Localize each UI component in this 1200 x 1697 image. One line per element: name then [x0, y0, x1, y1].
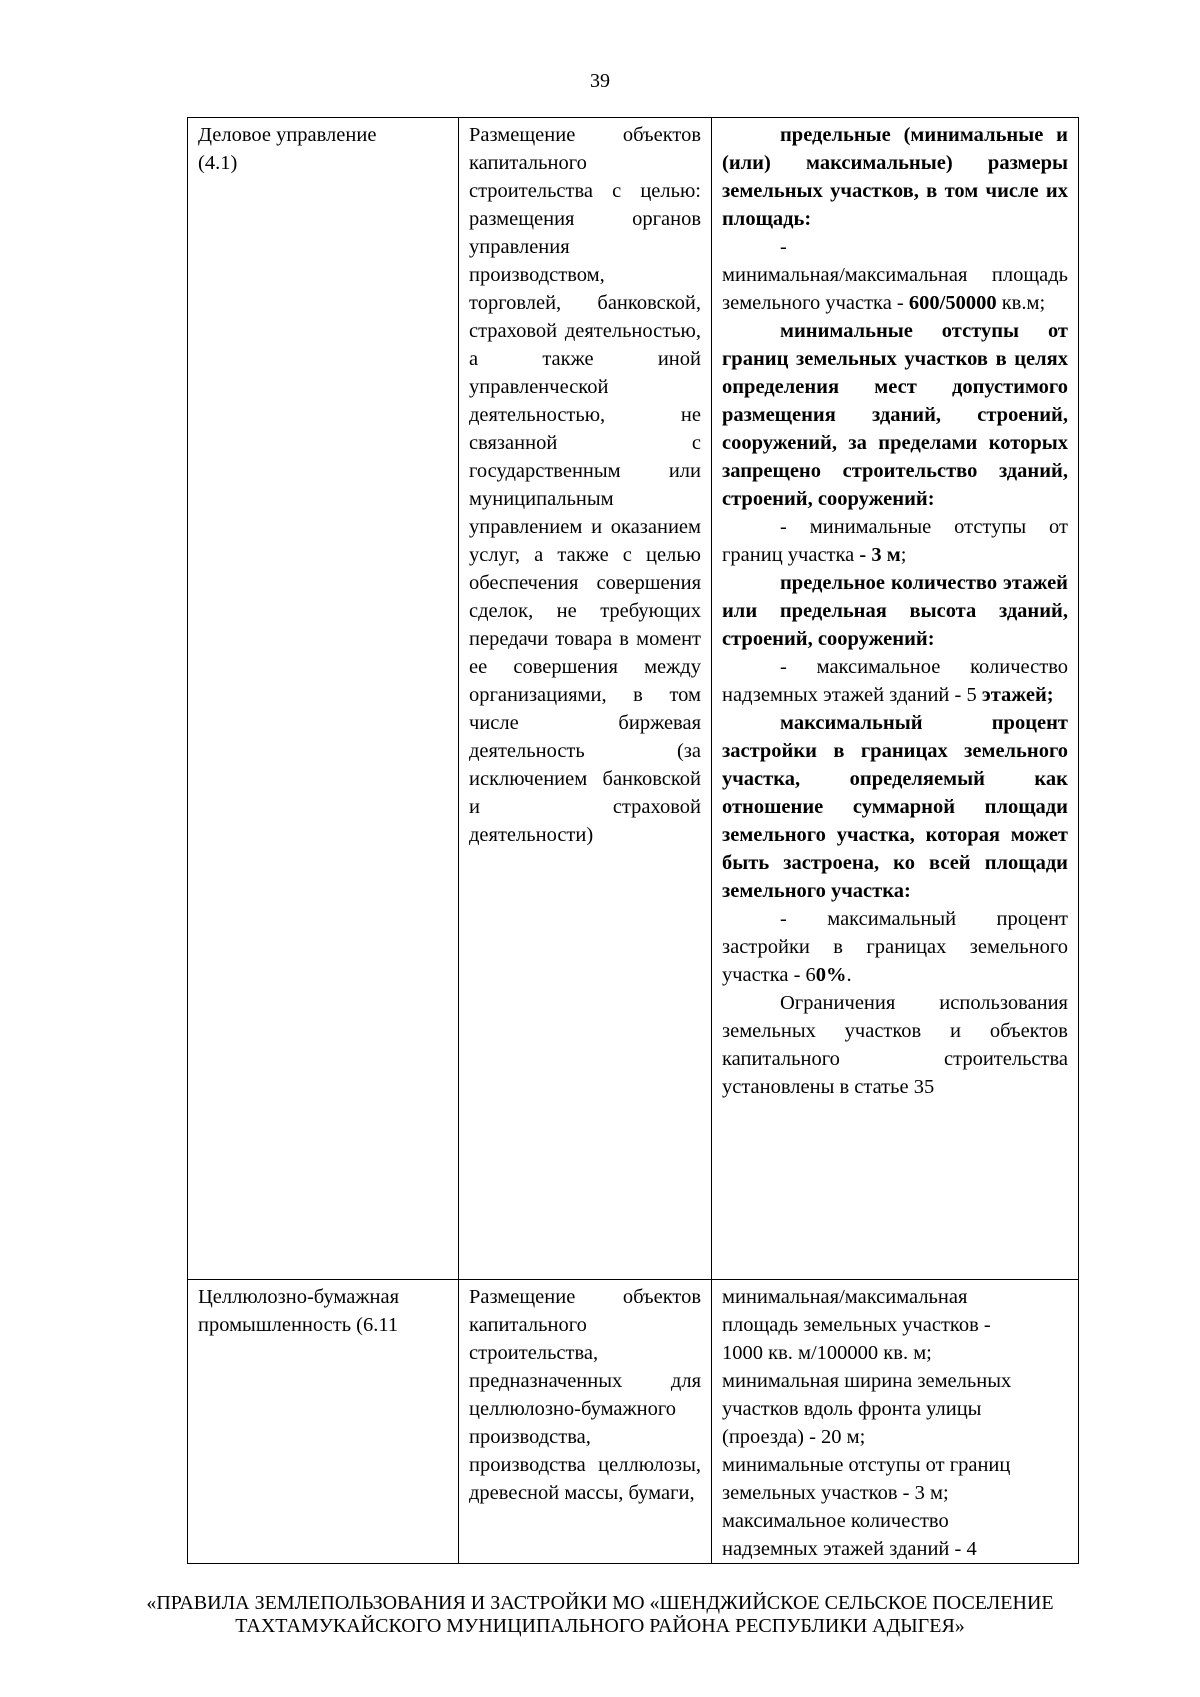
- table-row: [188, 1280, 1079, 1564]
- description-cell: Размещение объектов капитального строительства с целью: размещения органов управления производством, торговлей, банковской, страховой деятельностью, а также иной управленческой деятельностью, не связанной с государственным или муниципальным управлением и оказанием услуг, а также с целью обеспечения совершения сделок, не требующих передачи товара в момент ее совершения между организациями, в том числе биржевая деятельность (за исключением банковской и страховой деятельности): [459, 118, 712, 1280]
- footer-line: ТАХТАМУКАЙСКОГО МУНИЦИПАЛЬНОГО РАЙОНА РЕСПУБЛИКИ АДЫГЕЯ»: [235, 1615, 965, 1637]
- setback-value: - 3 м: [854, 544, 901, 566]
- floors-limit: - максимальное количество надземных этажей зданий - 5 этажей;: [722, 656, 1068, 706]
- zoning-rules-table: [187, 117, 1079, 1564]
- land-use-name: Целлюлозно-бумажная: [198, 1286, 400, 1308]
- page-number: 39: [590, 70, 610, 92]
- description-cell: Размещение объектов капитального строительства, предназначенных для целлюлозно-бумажного производства, производства целлюлозы, древесной массы, бумаги,: [459, 1280, 712, 1564]
- setback-heading: минимальные отступы от границ земельных участков в целях определения мест допустимого размещения зданий, строений, сооружений, за пределами которых запрещено строительство зданий, строений, сооружений:: [722, 320, 1068, 510]
- land-use-code: (4.1): [198, 152, 238, 174]
- setback-limit: - минимальные отступы от границ участка - 3 м;: [722, 516, 1068, 566]
- size-limits-heading: предельные (минимальные и (или) максимальные) размеры земельных участков, в том числе их площадь:: [722, 124, 1068, 230]
- parameters-cell: [712, 118, 1079, 1280]
- coverage-limit: - максимальный процент застройки в границах земельного участка - 60%.: [722, 908, 1068, 986]
- parameters-cell: минимальная/максимальная площадь земельных участков - 1000 кв. м/100000 кв. м; минимальная ширина земельных участков вдоль фронта улицы (проезда) - 20 м; минимальные отступы от границ земельных участков - 3 м; максимальное количество надземных этажей зданий - 4: [712, 1280, 1079, 1564]
- land-use-name: Деловое управление: [198, 124, 377, 146]
- limitations-note: Ограничения использования земельных участков и объектов капитального строительства установлены в статье 35: [722, 992, 1068, 1098]
- coverage-value: 0%: [815, 964, 847, 986]
- land-use-code: промышленность (6.11: [198, 1314, 399, 1336]
- footer-line: «ПРАВИЛА ЗЕМЛЕПОЛЬЗОВАНИЯ И ЗАСТРОЙКИ МО «ШЕНДЖИЙСКОЕ СЕЛЬСКОЕ ПОСЕЛЕНИЕ: [146, 1592, 1054, 1614]
- floors-heading: предельное количество этажей или предельная высота зданий, строений, сооружений:: [722, 572, 1068, 650]
- area-limit: минимальная/максимальная площадь земельного участка - 600/50000 кв.м;: [722, 264, 1068, 314]
- dash: -: [780, 236, 787, 258]
- land-use-name-cell: [188, 118, 459, 1280]
- area-value: 600/50000: [908, 292, 997, 314]
- coverage-heading: максимальный процент застройки в границах земельного участка, определяемый как отношение суммарной площади земельного участка, которая может быть застроена, ко всей площади земельного участка:: [722, 712, 1068, 902]
- table-row: [188, 118, 1079, 1280]
- land-use-name-cell: [188, 1280, 459, 1564]
- document-footer: [0, 1592, 1200, 1638]
